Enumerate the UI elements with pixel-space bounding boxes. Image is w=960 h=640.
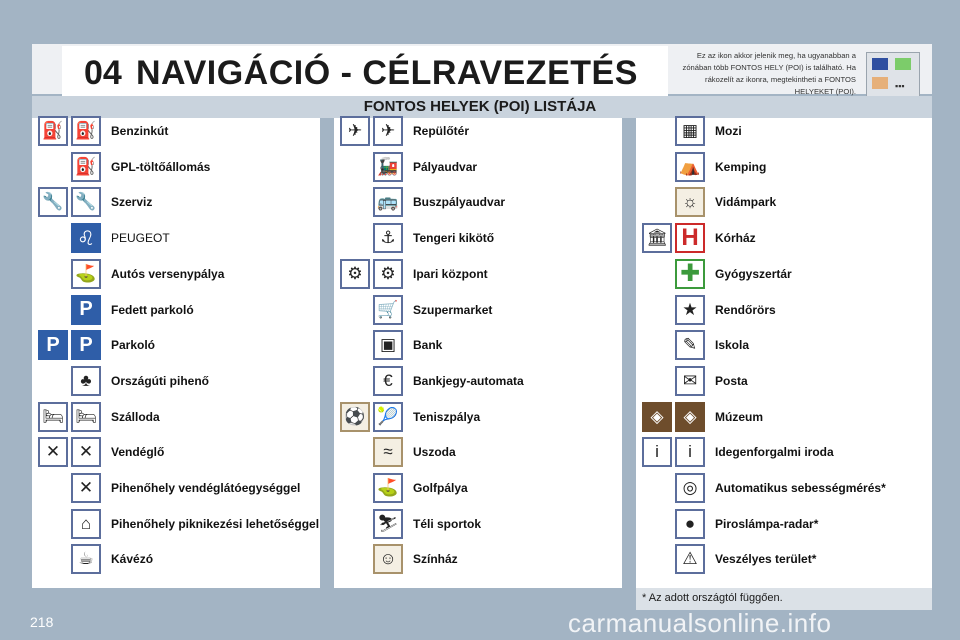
peugeot-lion-icon: ♌ <box>71 223 101 253</box>
hospital-h-icon: H <box>675 223 705 253</box>
poi-label: Színház <box>413 552 458 567</box>
restaurant-icon: ✕ <box>38 437 68 467</box>
poi-icons <box>340 152 403 182</box>
chapter-number: 04 <box>84 54 122 92</box>
wrench-icon: 🔧 <box>38 187 68 217</box>
poi-row <box>642 364 748 398</box>
poi-row <box>38 435 164 469</box>
poi-label: Szálloda <box>111 409 160 424</box>
shopping-cart-icon: 🛒 <box>373 295 403 325</box>
poi-icons <box>38 259 101 289</box>
poi-icons <box>38 116 101 146</box>
cinema-icon: ▦ <box>675 116 705 146</box>
bed-icon: 🛏 <box>38 402 68 432</box>
museum-icon: ◈ <box>642 402 672 432</box>
poi-icons <box>38 402 101 432</box>
poi-row <box>38 400 160 434</box>
swimming-icon: ≈ <box>373 437 403 467</box>
poi-row <box>38 114 168 148</box>
school-icon: ✎ <box>675 330 705 360</box>
poi-label: Iskola <box>715 338 750 353</box>
poi-icons <box>38 473 101 503</box>
coffee-cup-icon: ☕ <box>71 544 101 574</box>
poi-label: Veszélyes terület* <box>715 552 817 567</box>
poi-icons <box>340 295 403 325</box>
museum-icon: ◈ <box>675 402 705 432</box>
red-light-camera-icon: ● <box>675 509 705 539</box>
poi-row <box>340 114 469 148</box>
section-title: FONTOS HELYEK (POI) LISTÁJA <box>363 98 597 115</box>
lpg-station-icon: ⛽ <box>71 152 101 182</box>
poi-label: Teniszpálya <box>413 409 481 424</box>
poi-icons <box>340 366 403 396</box>
poi-label: Gyógyszertár <box>715 266 792 281</box>
poi-label: Tengeri kikötő <box>413 231 495 246</box>
poi-icons <box>642 223 705 253</box>
poi-icons <box>340 402 403 432</box>
poi-cluster-icon: ▪▪▪ <box>866 52 920 98</box>
poi-icons <box>642 116 705 146</box>
restaurant-icon: ✕ <box>71 437 101 467</box>
poi-label: Pihenőhely vendéglátóegységgel <box>111 481 301 495</box>
poi-icons <box>642 402 705 432</box>
poi-row <box>340 150 477 184</box>
bed-icon: 🛏 <box>71 402 101 432</box>
poi-icons <box>642 330 705 360</box>
poi-row <box>642 328 749 362</box>
poi-label: Bankjegy-automata <box>413 373 524 388</box>
poi-icons <box>340 187 403 217</box>
poi-row <box>340 364 524 398</box>
theatre-icon: ☺ <box>373 544 403 574</box>
poi-label: Fedett parkoló <box>111 302 194 317</box>
airport-icon: ✈ <box>373 116 403 146</box>
poi-row <box>642 435 834 469</box>
rest-restaurant-icon: ✕ <box>71 473 101 503</box>
camping-icon: ⛺ <box>675 152 705 182</box>
bus-station-icon: 🚌 <box>373 187 403 217</box>
poi-label: Rendőrörs <box>715 302 776 317</box>
golf-icon: ⛳ <box>373 473 403 503</box>
harbour-icon: ⚓ <box>373 223 403 253</box>
poi-row <box>642 257 792 291</box>
poi-label: Benzinkút <box>111 124 169 138</box>
poi-row <box>340 185 505 219</box>
poi-icons <box>38 187 101 217</box>
hospital-building-icon: 🏛 <box>642 223 672 253</box>
parking-icon: P <box>38 330 68 360</box>
poi-label: Múzeum <box>715 409 763 424</box>
poi-row <box>38 257 224 291</box>
poi-icons <box>38 295 101 325</box>
industry-icon: ⚙ <box>373 259 403 289</box>
poi-label: Repülőtér <box>413 124 470 138</box>
police-icon: ★ <box>675 295 705 325</box>
poi-row <box>340 507 481 541</box>
poi-row <box>38 150 210 184</box>
poi-label: Pihenőhely piknikezési lehetőséggel <box>111 516 320 531</box>
race-track-icon: ⛳ <box>71 259 101 289</box>
post-envelope-icon: ✉ <box>675 366 705 396</box>
poi-row <box>38 507 319 541</box>
poi-row <box>642 185 776 219</box>
poi-icons <box>642 366 705 396</box>
tourist-info-icon: i <box>675 437 705 467</box>
fuel-pump-icon: ⛽ <box>38 116 68 146</box>
poi-row <box>642 221 756 255</box>
poi-label: Buszpályaudvar <box>413 195 506 210</box>
poi-row <box>340 400 480 434</box>
poi-label: Parkoló <box>111 338 156 353</box>
poi-row <box>38 471 300 505</box>
bank-icon: ▣ <box>373 330 403 360</box>
poi-row <box>340 221 494 255</box>
amusement-park-icon: ☼ <box>675 187 705 217</box>
page-number: 218 <box>30 614 54 630</box>
wrench-icon: 🔧 <box>71 187 101 217</box>
poi-label: Ipari központ <box>413 266 488 281</box>
poi-row <box>340 293 492 327</box>
poi-label: Szupermarket <box>413 302 493 317</box>
poi-icons <box>642 259 705 289</box>
poi-label: Kemping <box>715 159 767 174</box>
poi-label: Posta <box>715 373 748 388</box>
poi-icons <box>642 437 705 467</box>
poi-row <box>38 328 155 362</box>
poi-icons <box>340 223 403 253</box>
poi-icons <box>642 187 705 217</box>
poi-icons <box>340 473 403 503</box>
watermark: carmanualsonline.info <box>568 608 832 638</box>
poi-icons <box>340 116 403 146</box>
pharmacy-cross-icon: ✚ <box>675 259 705 289</box>
poi-row <box>340 542 458 576</box>
poi-label: Uszoda <box>413 445 456 460</box>
atm-icon: € <box>373 366 403 396</box>
poi-icons <box>642 473 705 503</box>
poi-label: Piroslámpa-radar* <box>715 516 819 531</box>
train-station-icon: 🚂 <box>373 152 403 182</box>
poi-icons <box>340 544 403 574</box>
poi-label: Kávézó <box>111 552 154 567</box>
poi-icons <box>340 509 403 539</box>
poi-icons <box>642 509 705 539</box>
poi-label: PEUGEOT <box>111 231 170 246</box>
poi-icons <box>38 366 101 396</box>
poi-icons <box>642 295 705 325</box>
poi-row <box>38 221 170 255</box>
danger-zone-icon: ⚠ <box>675 544 705 574</box>
poi-row <box>642 471 886 505</box>
poi-label: Mozi <box>715 124 742 138</box>
poi-label: Szerviz <box>111 195 153 210</box>
poi-icons <box>38 437 101 467</box>
poi-row <box>642 507 818 541</box>
industry-icon: ⚙ <box>340 259 370 289</box>
poi-icons <box>38 509 101 539</box>
poi-label: Kórház <box>715 231 756 246</box>
poi-row <box>340 328 442 362</box>
poi-icons <box>642 152 705 182</box>
footnote: * Az adott országtól függően. <box>642 592 783 604</box>
poi-row <box>38 364 209 398</box>
rest-picnic-icon: ⌂ <box>71 509 101 539</box>
poi-row <box>340 257 488 291</box>
tennis-icon: 🎾 <box>373 402 403 432</box>
poi-row <box>38 185 152 219</box>
tourist-info-icon: i <box>642 437 672 467</box>
covered-parking-icon: P <box>71 295 101 325</box>
chapter-title: NAVIGÁCIÓ - CÉLRAVEZETÉS <box>136 54 638 92</box>
parking-icon: P <box>71 330 101 360</box>
poi-icons <box>340 259 403 289</box>
poi-icons <box>38 544 101 574</box>
poi-label: Pályaudvar <box>413 159 478 174</box>
poi-row <box>642 150 766 184</box>
poi-row <box>38 542 153 576</box>
poi-row <box>340 435 456 469</box>
poi-icons <box>38 330 101 360</box>
poi-label: Országúti pihenő <box>111 373 210 388</box>
poi-label: Idegenforgalmi iroda <box>715 445 834 460</box>
skiing-icon: ⛷ <box>373 509 403 539</box>
poi-label: Golfpálya <box>413 481 468 495</box>
poi-label: GPL-töltőállomás <box>111 159 211 174</box>
poi-label: Vendéglő <box>111 445 165 460</box>
poi-row <box>642 542 816 576</box>
speed-camera-icon: ◎ <box>675 473 705 503</box>
rest-area-icon: ♣ <box>71 366 101 396</box>
poi-icons <box>340 437 403 467</box>
poi-row <box>642 114 742 148</box>
poi-row <box>642 293 776 327</box>
poi-icons <box>38 152 101 182</box>
poi-row <box>340 471 468 505</box>
poi-label: Téli sportok <box>413 516 482 531</box>
poi-row <box>38 293 194 327</box>
poi-row <box>642 400 763 434</box>
poi-icons <box>642 544 705 574</box>
poi-icons <box>340 330 403 360</box>
poi-label: Autós versenypálya <box>111 266 225 281</box>
poi-label: Vidámpark <box>715 195 777 210</box>
airport-icon: ✈ <box>340 116 370 146</box>
fuel-pump-icon: ⛽ <box>71 116 101 146</box>
poi-label: Automatikus sebességmérés* <box>715 481 886 495</box>
sport-icon: ⚽ <box>340 402 370 432</box>
header-note: Ez az ikon akkor jelenik meg, ha ugyanabban a zónában több FONTOS HELY (POI) is található. Ha rákozelít az ikonra, megtekintheti a FONTOS HELYEKET (POI). <box>682 51 856 96</box>
poi-label: Bank <box>413 338 443 353</box>
poi-icons <box>38 223 101 253</box>
